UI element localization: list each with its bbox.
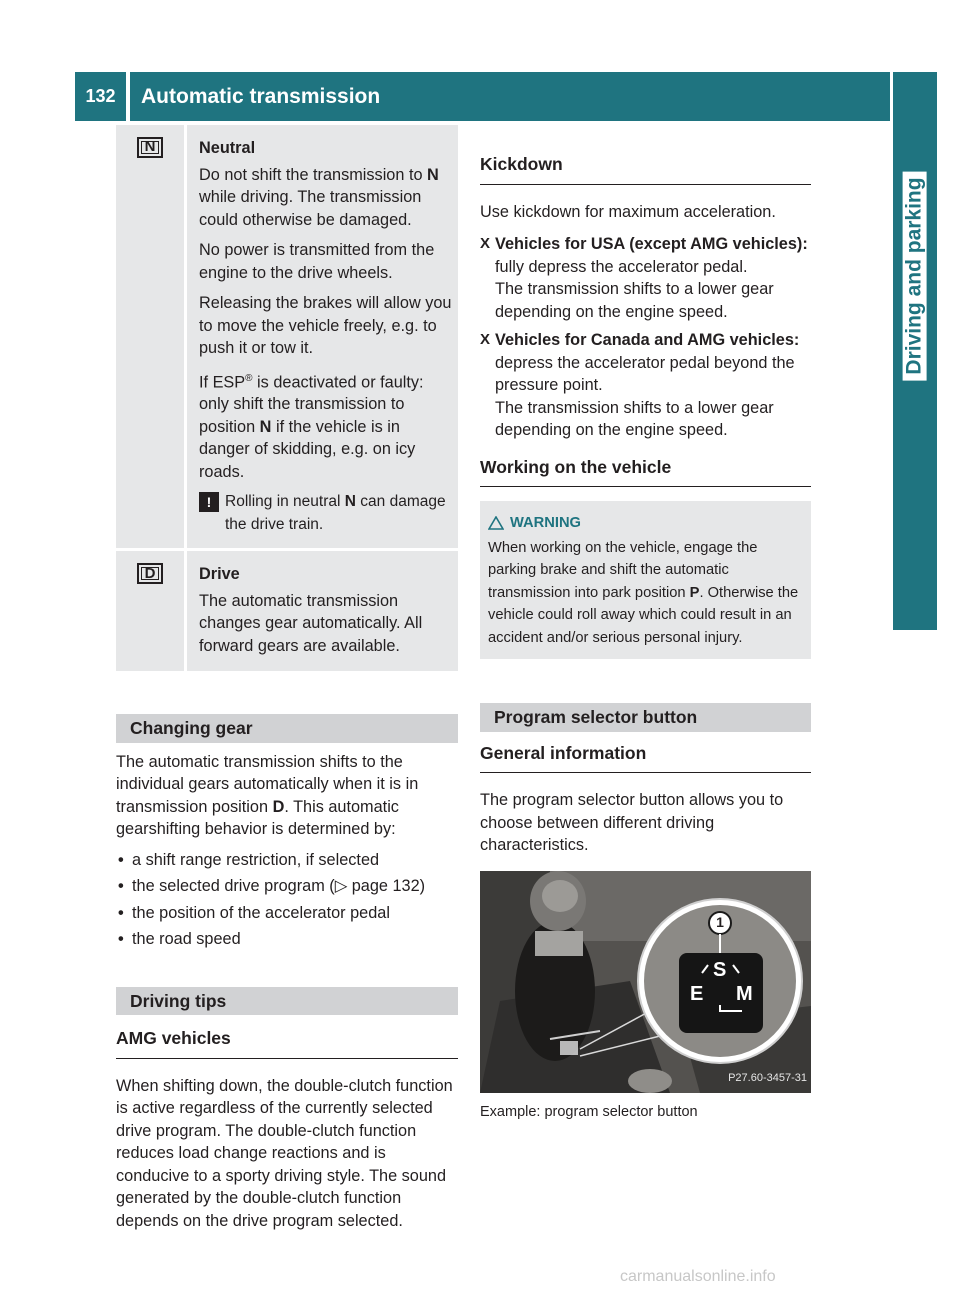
list-item: • the selected drive program (▷ page 132)	[116, 875, 458, 898]
warning-triangle-icon	[488, 516, 504, 530]
button-label-sport: S	[713, 958, 727, 981]
neutral-para-1: Do not shift the transmission to N while driving. The transmission could otherwise be damaged.	[199, 165, 439, 229]
left-column	[116, 125, 458, 1238]
neutral-gear-icon: N	[137, 137, 163, 158]
bullet-icon: •	[118, 930, 124, 949]
section-heading-changing-gear: Changing gear	[116, 714, 458, 743]
damage-note	[199, 491, 452, 536]
side-tab-bar-lower	[893, 480, 937, 630]
neutral-para-2: No power is transmitted from the engine to the drive wheels.	[199, 241, 435, 282]
subheading-working-on-vehicle: Working on the vehicle	[480, 456, 811, 488]
step-arrow-icon: X	[480, 331, 491, 348]
exclamation-icon: !	[199, 492, 219, 512]
kickdown-intro: Use kickdown for maximum acceleration.	[480, 202, 776, 221]
drive-para-1: The automatic transmission changes gear automatically. All forward gears are available.	[199, 591, 423, 655]
warning-label: WARNING	[510, 515, 581, 531]
gear-row-drive	[116, 551, 458, 671]
list-item: • a shift range restriction, if selected	[116, 849, 458, 872]
subheading-amg-vehicles: AMG vehicles	[116, 1027, 458, 1059]
warning-box	[480, 501, 811, 659]
gear-symbol-cell	[116, 551, 184, 671]
section-heading-program-selector: Program selector button	[480, 703, 811, 732]
side-tab-label: Driving and parking	[903, 171, 927, 380]
gear-description	[187, 551, 458, 671]
button-label-eco: E	[690, 982, 704, 1005]
neutral-para-3: Releasing the brakes will allow you to move the vehicle freely, e.g. to push it or tow it.	[199, 294, 452, 357]
kickdown-step-usa: X Vehicles for USA (except AMG vehicles): fully depress the accelerator pedal. The transmission shifts to a lower gear depending on the engine speed.	[480, 233, 811, 323]
photo-caption: Example: program selector button	[480, 1103, 698, 1120]
damage-note-text: Rolling in neutral N can damage the drive train.	[225, 493, 446, 533]
subheading-general-information: General information	[480, 742, 811, 774]
right-column	[480, 125, 811, 1123]
button-label-manual: M	[736, 982, 753, 1005]
section-heading-driving-tips: Driving tips	[116, 987, 458, 1016]
program-selector-photo	[480, 871, 811, 1093]
watermark: carmanualsonline.info	[620, 1268, 776, 1285]
warning-text: When working on the vehicle, engage the parking brake and shift the automatic transmission into park position P. Otherwise the vehicle could roll away which could result in an accident and/or serious personal injury.	[488, 539, 799, 646]
page-title: Automatic transmission	[130, 72, 890, 121]
callout-number: 1	[716, 913, 724, 930]
list-item: • the position of the accelerator pedal	[116, 902, 458, 925]
side-tab-label-wrap	[893, 72, 937, 480]
program-selector-text: The program selector button allows you to choose between different driving characteristics.	[480, 791, 784, 854]
kickdown-step-canada: X Vehicles for Canada and AMG vehicles: depress the accelerator pedal beyond the pressure point. The transmission shifts to a lower gear depending on the engine speed.	[480, 329, 811, 442]
neutral-para-4: If ESP® is deactivated or faulty: only shift the transmission to position N if the vehicle is in danger of skidding, e.g. on icy roads.	[199, 372, 424, 481]
page-number: 132	[75, 72, 126, 121]
bullet-icon: •	[118, 877, 124, 896]
photo-reference-code: P27.60-3457-31	[728, 1072, 807, 1084]
gear-symbol-cell	[116, 125, 184, 548]
gear-row-neutral	[116, 125, 458, 551]
gear-table	[116, 125, 458, 671]
amg-text: When shifting down, the double-clutch function is active regardless of the currently selected drive program. The double-clutch function reduces load change reactions and is conducive to a sporty driving style. The sound generated by the double-clutch function depends on the drive program selected.	[116, 1076, 453, 1230]
gear-title: Neutral	[199, 139, 256, 157]
warning-header	[488, 512, 803, 535]
step-arrow-icon: X	[480, 235, 491, 252]
drive-gear-icon: D	[137, 563, 163, 584]
list-item: • the road speed	[116, 928, 458, 951]
changing-gear-intro: The automatic transmission shifts to the individual gears automatically when it is in transmission position D. This automatic gearshifting behavior is determined by:	[116, 752, 419, 839]
subheading-kickdown: Kickdown	[480, 153, 811, 185]
gear-title: Drive	[199, 565, 240, 584]
bullet-icon: •	[118, 850, 124, 869]
console-illustration	[480, 871, 811, 1093]
gear-description	[187, 125, 458, 548]
bullet-icon: •	[118, 903, 124, 922]
